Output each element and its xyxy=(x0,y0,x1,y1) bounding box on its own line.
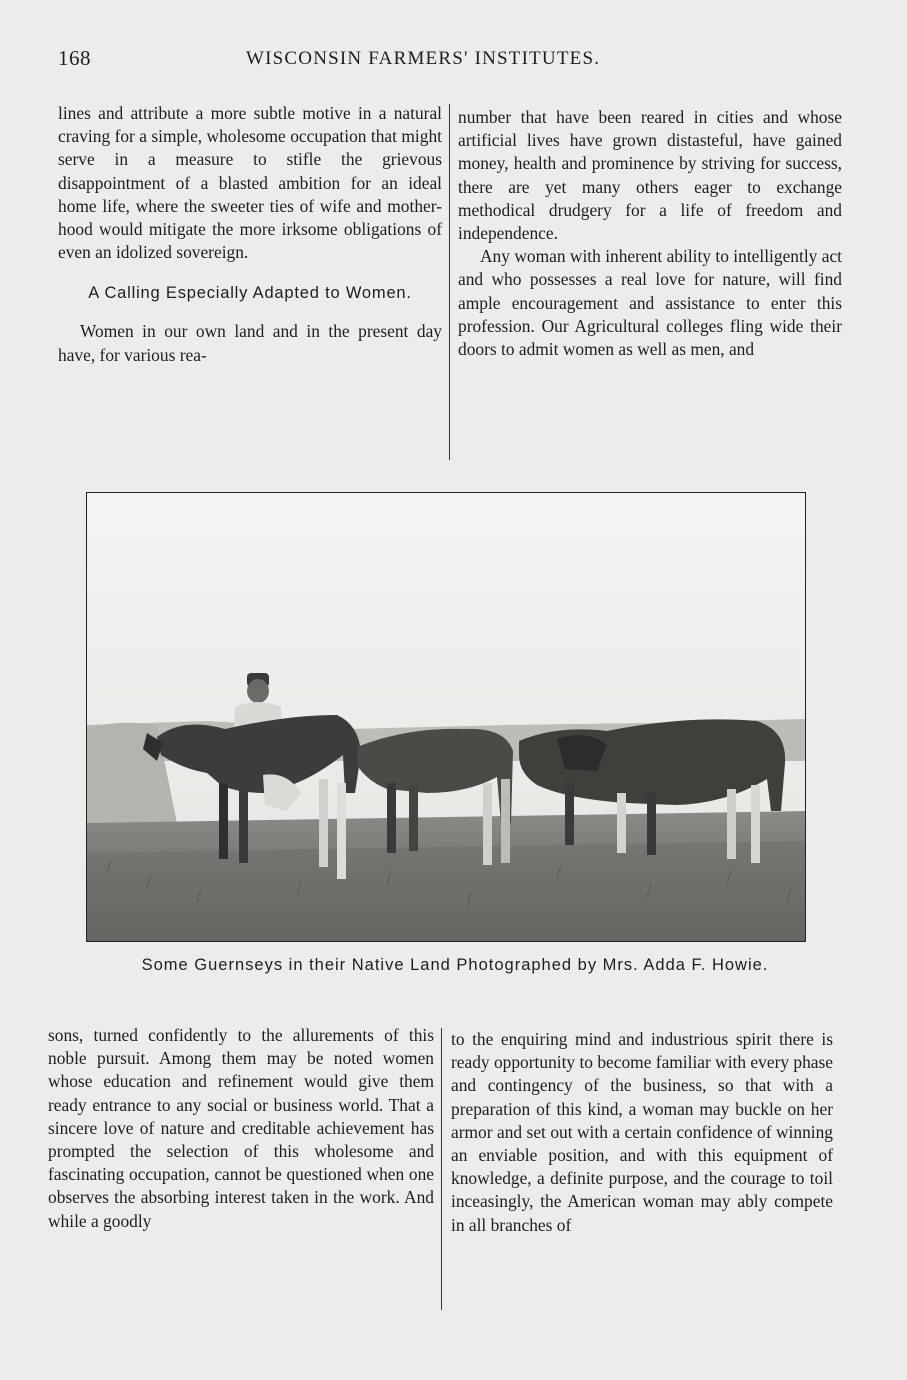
section-subheading: A Calling Especially Adapted to Women. xyxy=(88,284,412,303)
top-right-column xyxy=(458,106,842,361)
paragraph: lines and attribute a more subtle motive in a natural craving for a simple, wholesome occupation that might serve in a measure to stifle the grievous disappointment of a blasted ambition for an ideal home life, where the sweeter ties of wife and mother-hood would mitigate the more irksome obligations of even an idolized sovereign. xyxy=(58,103,442,263)
paragraph: sons, turned confidently to the allurements of this noble pursuit. Among them may be noted women whose education and refinement would give them ready entrance to any social or business world. That a sincere love of nature and creditable achievement has prompted the selection of this wholesome and fascinating occupation, cannot be questioned when one observes the absorbing interest taken in the work. And while a goodly xyxy=(48,1025,434,1231)
bottom-left-column xyxy=(48,1024,434,1233)
column-rule-top xyxy=(449,104,450,460)
column-rule-bottom xyxy=(441,1028,442,1310)
photograph-guernseys xyxy=(86,492,806,942)
photo-illustration xyxy=(87,493,805,941)
page-number: 168 xyxy=(58,46,91,70)
top-left-column xyxy=(58,102,442,367)
paragraph: number that have been reared in cities and whose artificial lives have grown distasteful, have gained money, health and prominence by striving for success, there are yet many others eager to exchange methodical drudgery for a life of freedom and independence. xyxy=(458,107,842,244)
paragraph: Any woman with inherent ability to intelligently act and who possesses a real love for nature, will find ample encouragement and assistance to enter this profession. Our Agricultural colleges fling wide their doors to admit women as well as men, and xyxy=(458,246,842,360)
photo-caption: Some Guernseys in their Native Land Photographed by Mrs. Adda F. Howie. xyxy=(141,956,769,974)
paragraph: to the enquiring mind and industrious spirit there is ready opportunity to become familiar with every phase and contingency of the business, so that with a preparation of this kind, a woman may buckle on her armor and set out with a certain confidence of winning an enviable position, and with this equipment of knowledge, a definite purpose, and the courage to toil inceasingly, the American woman may ably compete in all branches of xyxy=(451,1029,833,1235)
running-head: WISCONSIN FARMERS' INSTITUTES. xyxy=(246,48,601,69)
paragraph: Women in our own land and in the present day have, for various rea- xyxy=(58,321,442,365)
page-header xyxy=(58,46,858,76)
bottom-right-column xyxy=(451,1028,833,1237)
